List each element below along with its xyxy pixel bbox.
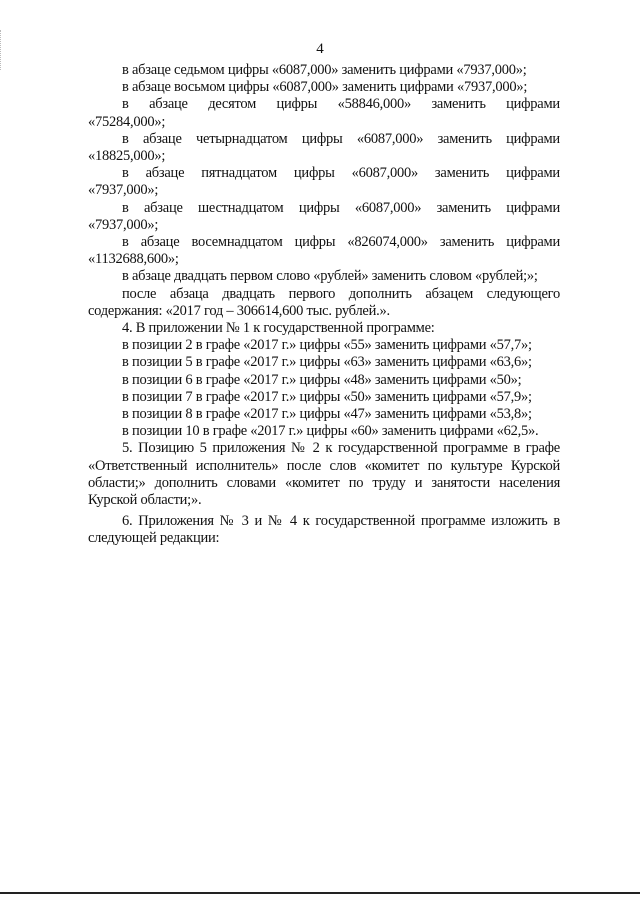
- word: абзаце: [149, 96, 188, 113]
- word: цифрами: [506, 96, 560, 113]
- word: в: [122, 165, 129, 182]
- word: в: [122, 130, 129, 147]
- word: в: [122, 96, 129, 113]
- word: заменить: [439, 234, 495, 251]
- word: «6087,000»: [356, 130, 424, 147]
- word: абзаце: [140, 234, 180, 251]
- word: цифры: [298, 199, 340, 216]
- paragraph-p6: [88, 200, 560, 234]
- justified-line: [88, 96, 560, 113]
- item-4-position: в позиции 7 в графе «2017 г.» цифры «50» заменить цифрами «57,9»;: [122, 388, 532, 405]
- bottom-rule: [0, 892, 640, 894]
- word: шестнадцатом: [198, 199, 284, 216]
- word: заменить: [434, 165, 490, 182]
- justified-line: [88, 234, 560, 251]
- item-4-position: в позиции 2 в графе «2017 г.» цифры «55» заменить цифрами «57,7»;: [122, 337, 532, 354]
- page-number: 4: [316, 41, 324, 57]
- word: цифры: [301, 130, 343, 147]
- item-5-paragraph: 5. Позицию 5 приложения № 2 к государственной программе в графе «Ответственный исполнитель» после слов «комитет по культуре Курской области;» дополнить словами «комитет по труду и занятости населения Курской области;».: [88, 440, 560, 509]
- item-4-position: в позиции 8 в графе «2017 г.» цифры «47» заменить цифрами «53,8»;: [122, 406, 532, 423]
- word: «6087,000»: [354, 199, 422, 216]
- word: в: [122, 199, 129, 216]
- word: «6087,000»: [351, 165, 418, 182]
- word: цифры: [276, 96, 318, 113]
- paragraph-p3: [88, 96, 560, 130]
- justified-line: [88, 200, 560, 217]
- word: абзаце: [142, 130, 182, 147]
- word: восемнадцатом: [191, 234, 283, 251]
- item-6-paragraph: 6. Приложения № 3 и № 4 к государственной программе изложить в следующей редакции:: [88, 513, 560, 547]
- word: «826074,000»: [347, 234, 428, 251]
- word: цифры: [293, 165, 335, 182]
- justified-line: [88, 165, 560, 182]
- paragraph-tail: «1132688,600»;: [88, 251, 179, 268]
- paragraph-p7: [88, 234, 560, 268]
- word: цифрами: [506, 234, 560, 251]
- word: в: [122, 234, 129, 251]
- justified-line: [88, 131, 560, 148]
- word: абзаце: [143, 199, 183, 216]
- paragraph-p1: в абзаце седьмом цифры «6087,000» заменить цифрами «7937,000»;: [122, 62, 527, 78]
- word: цифрами: [506, 165, 560, 182]
- word: четырнадцатом: [195, 130, 288, 147]
- paragraph-p5: [88, 165, 560, 199]
- paragraph-p8: в абзаце двадцать первом слово «рублей» заменить словом «рублей;»;: [122, 268, 538, 285]
- word: заменить: [436, 199, 491, 216]
- word: десятом: [208, 96, 257, 113]
- paragraph-tail: «7937,000»;: [88, 216, 159, 233]
- word: пятнадцатом: [201, 165, 277, 182]
- item-4-position: в позиции 10 в графе «2017 г.» цифры «60» заменить цифрами «62,5».: [122, 423, 539, 440]
- paragraph-p9: после абзаца двадцать первого дополнить абзацем следующего содержания: «2017 год – 306614,600 тыс. рублей.».: [88, 285, 560, 319]
- word: заменить: [431, 96, 486, 113]
- paragraph-p2: в абзаце восьмом цифры «6087,000» заменить цифрами «7937,000»;: [122, 79, 528, 96]
- word: цифрами: [506, 199, 560, 216]
- word: цифры: [294, 234, 336, 251]
- paragraph-tail: «18825,000»;: [88, 148, 166, 165]
- word: цифрами: [506, 130, 560, 147]
- paragraph-tail: «7937,000»;: [88, 182, 159, 199]
- word: абзаце: [145, 165, 185, 182]
- item-4-position: в позиции 5 в графе «2017 г.» цифры «63» заменить цифрами «63,6»;: [122, 354, 532, 371]
- word: заменить: [437, 130, 492, 147]
- word: «58846,000»: [337, 96, 411, 113]
- item-4-heading: 4. В приложении № 1 к государственной программе:: [122, 320, 435, 337]
- item-4-position: в позиции 6 в графе «2017 г.» цифры «48» заменить цифрами «50»;: [122, 371, 522, 388]
- document-body: [88, 62, 560, 548]
- paragraph-p4: [88, 131, 560, 165]
- paragraph-tail: «75284,000»;: [88, 113, 166, 130]
